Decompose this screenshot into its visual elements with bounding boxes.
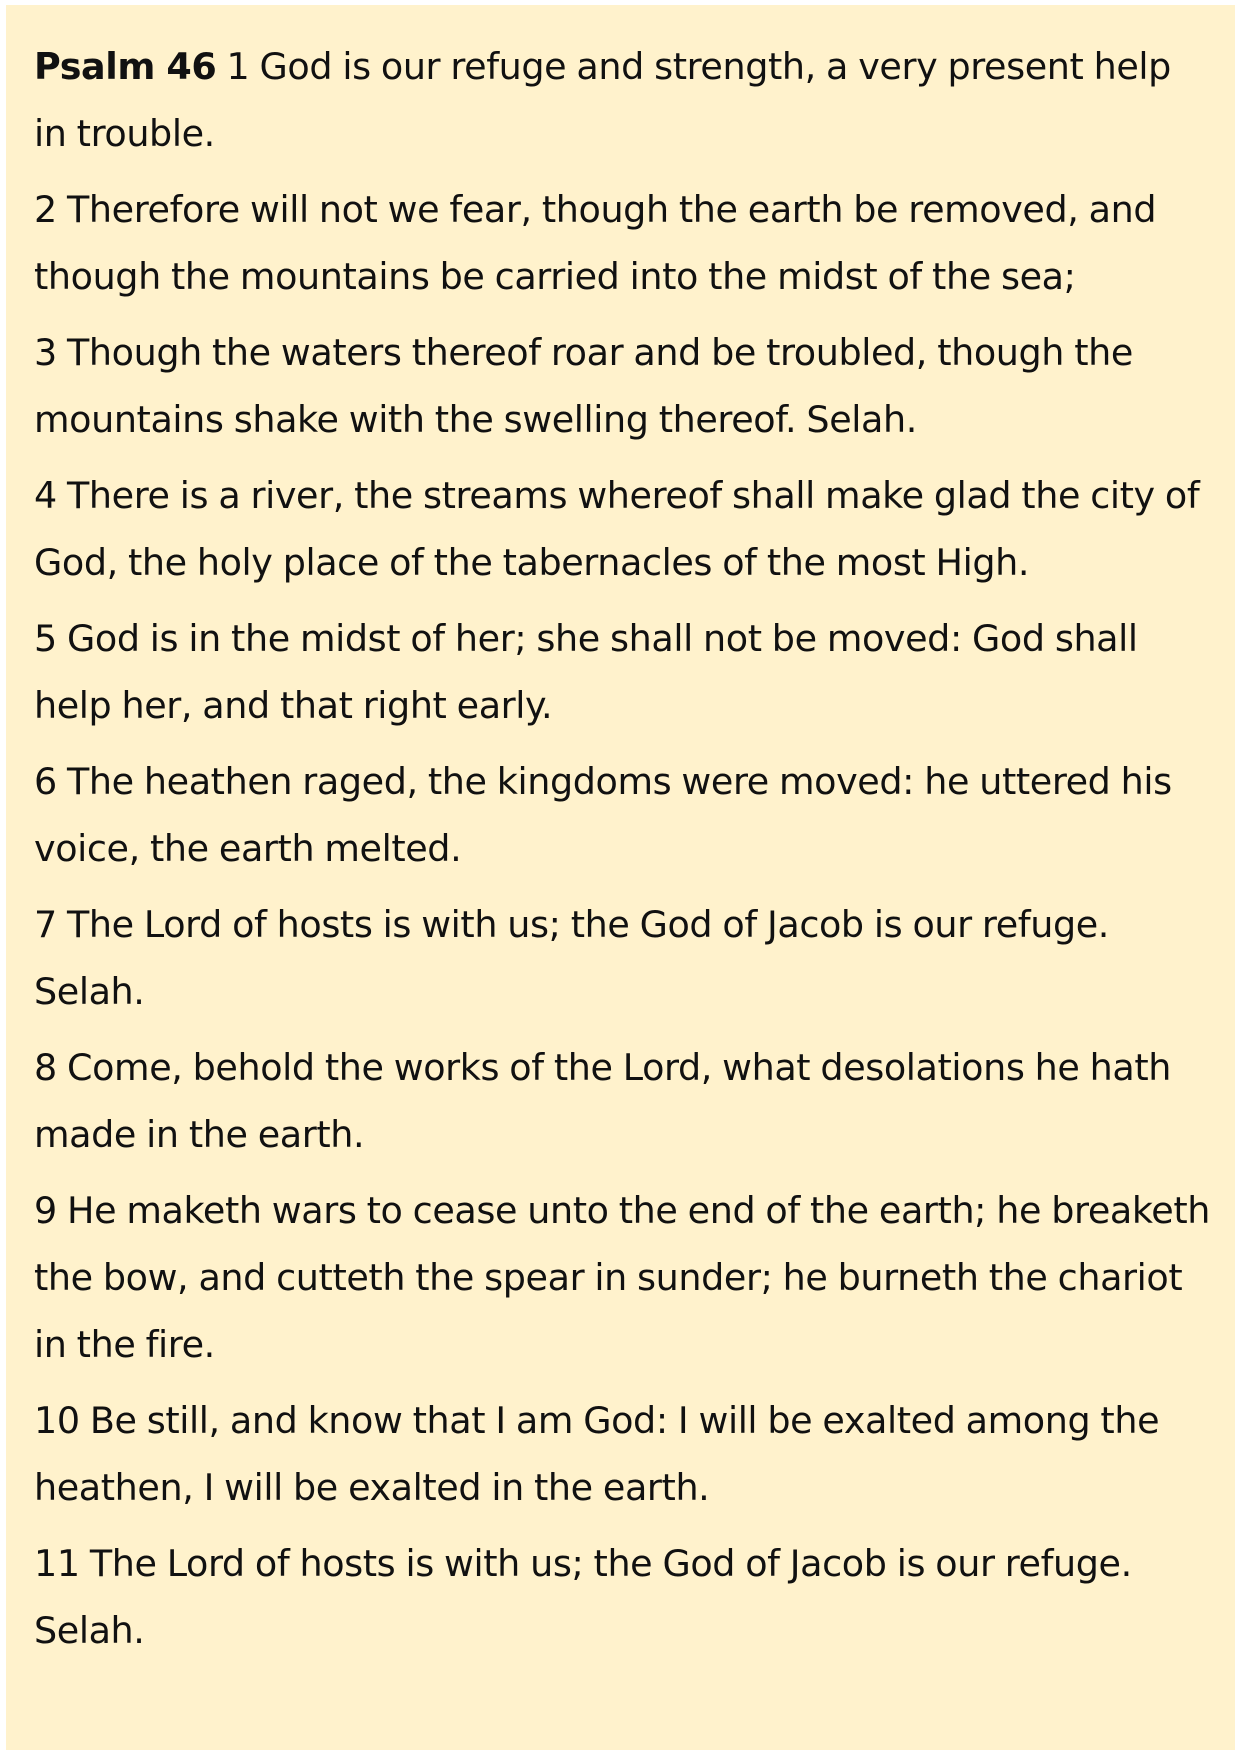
verse-6: 6 The heathen raged, the kingdoms were moved: he uttered his voice, the earth melted. [34, 760, 1172, 870]
verse-11: 11 The Lord of hosts is with us; the God of Jacob is our refuge. Selah. [34, 1542, 1132, 1652]
verse-9: 9 He maketh wars to cease unto the end of the earth; he breaketh the bow, and cutteth the spear in sunder; he burneth the chariot in the fire. [34, 1189, 1211, 1366]
scripture-panel [6, 5, 1235, 1750]
verse-7: 7 The Lord of hosts is with us; the God of Jacob is our refuge. Selah. [34, 903, 1109, 1013]
verse-5: 5 God is in the midst of her; she shall not be moved: God shall help her, and that right early. [34, 617, 1138, 727]
verse-4: 4 There is a river, the streams whereof shall make glad the city of God, the holy place of the tabernacles of the most High. [34, 474, 1200, 584]
verse-text: 1 God is our refuge and strength, a very present help in trouble. [34, 45, 1171, 155]
verse-8: 8 Come, behold the works of the Lord, what desolations he hath made in the earth. [34, 1046, 1171, 1156]
verse-1 [34, 33, 1213, 167]
psalm-heading: Psalm 46 [34, 45, 217, 88]
verse-10: 10 Be still, and know that I am God: I will be exalted among the heathen, I will be exalted in the earth. [34, 1399, 1160, 1509]
verse-3: 3 Though the waters thereof roar and be troubled, though the mountains shake with the swelling thereof. Selah. [34, 331, 1133, 441]
verse-2: 2 Therefore will not we fear, though the earth be removed, and though the mountains be carried into the midst of the sea; [34, 188, 1157, 298]
